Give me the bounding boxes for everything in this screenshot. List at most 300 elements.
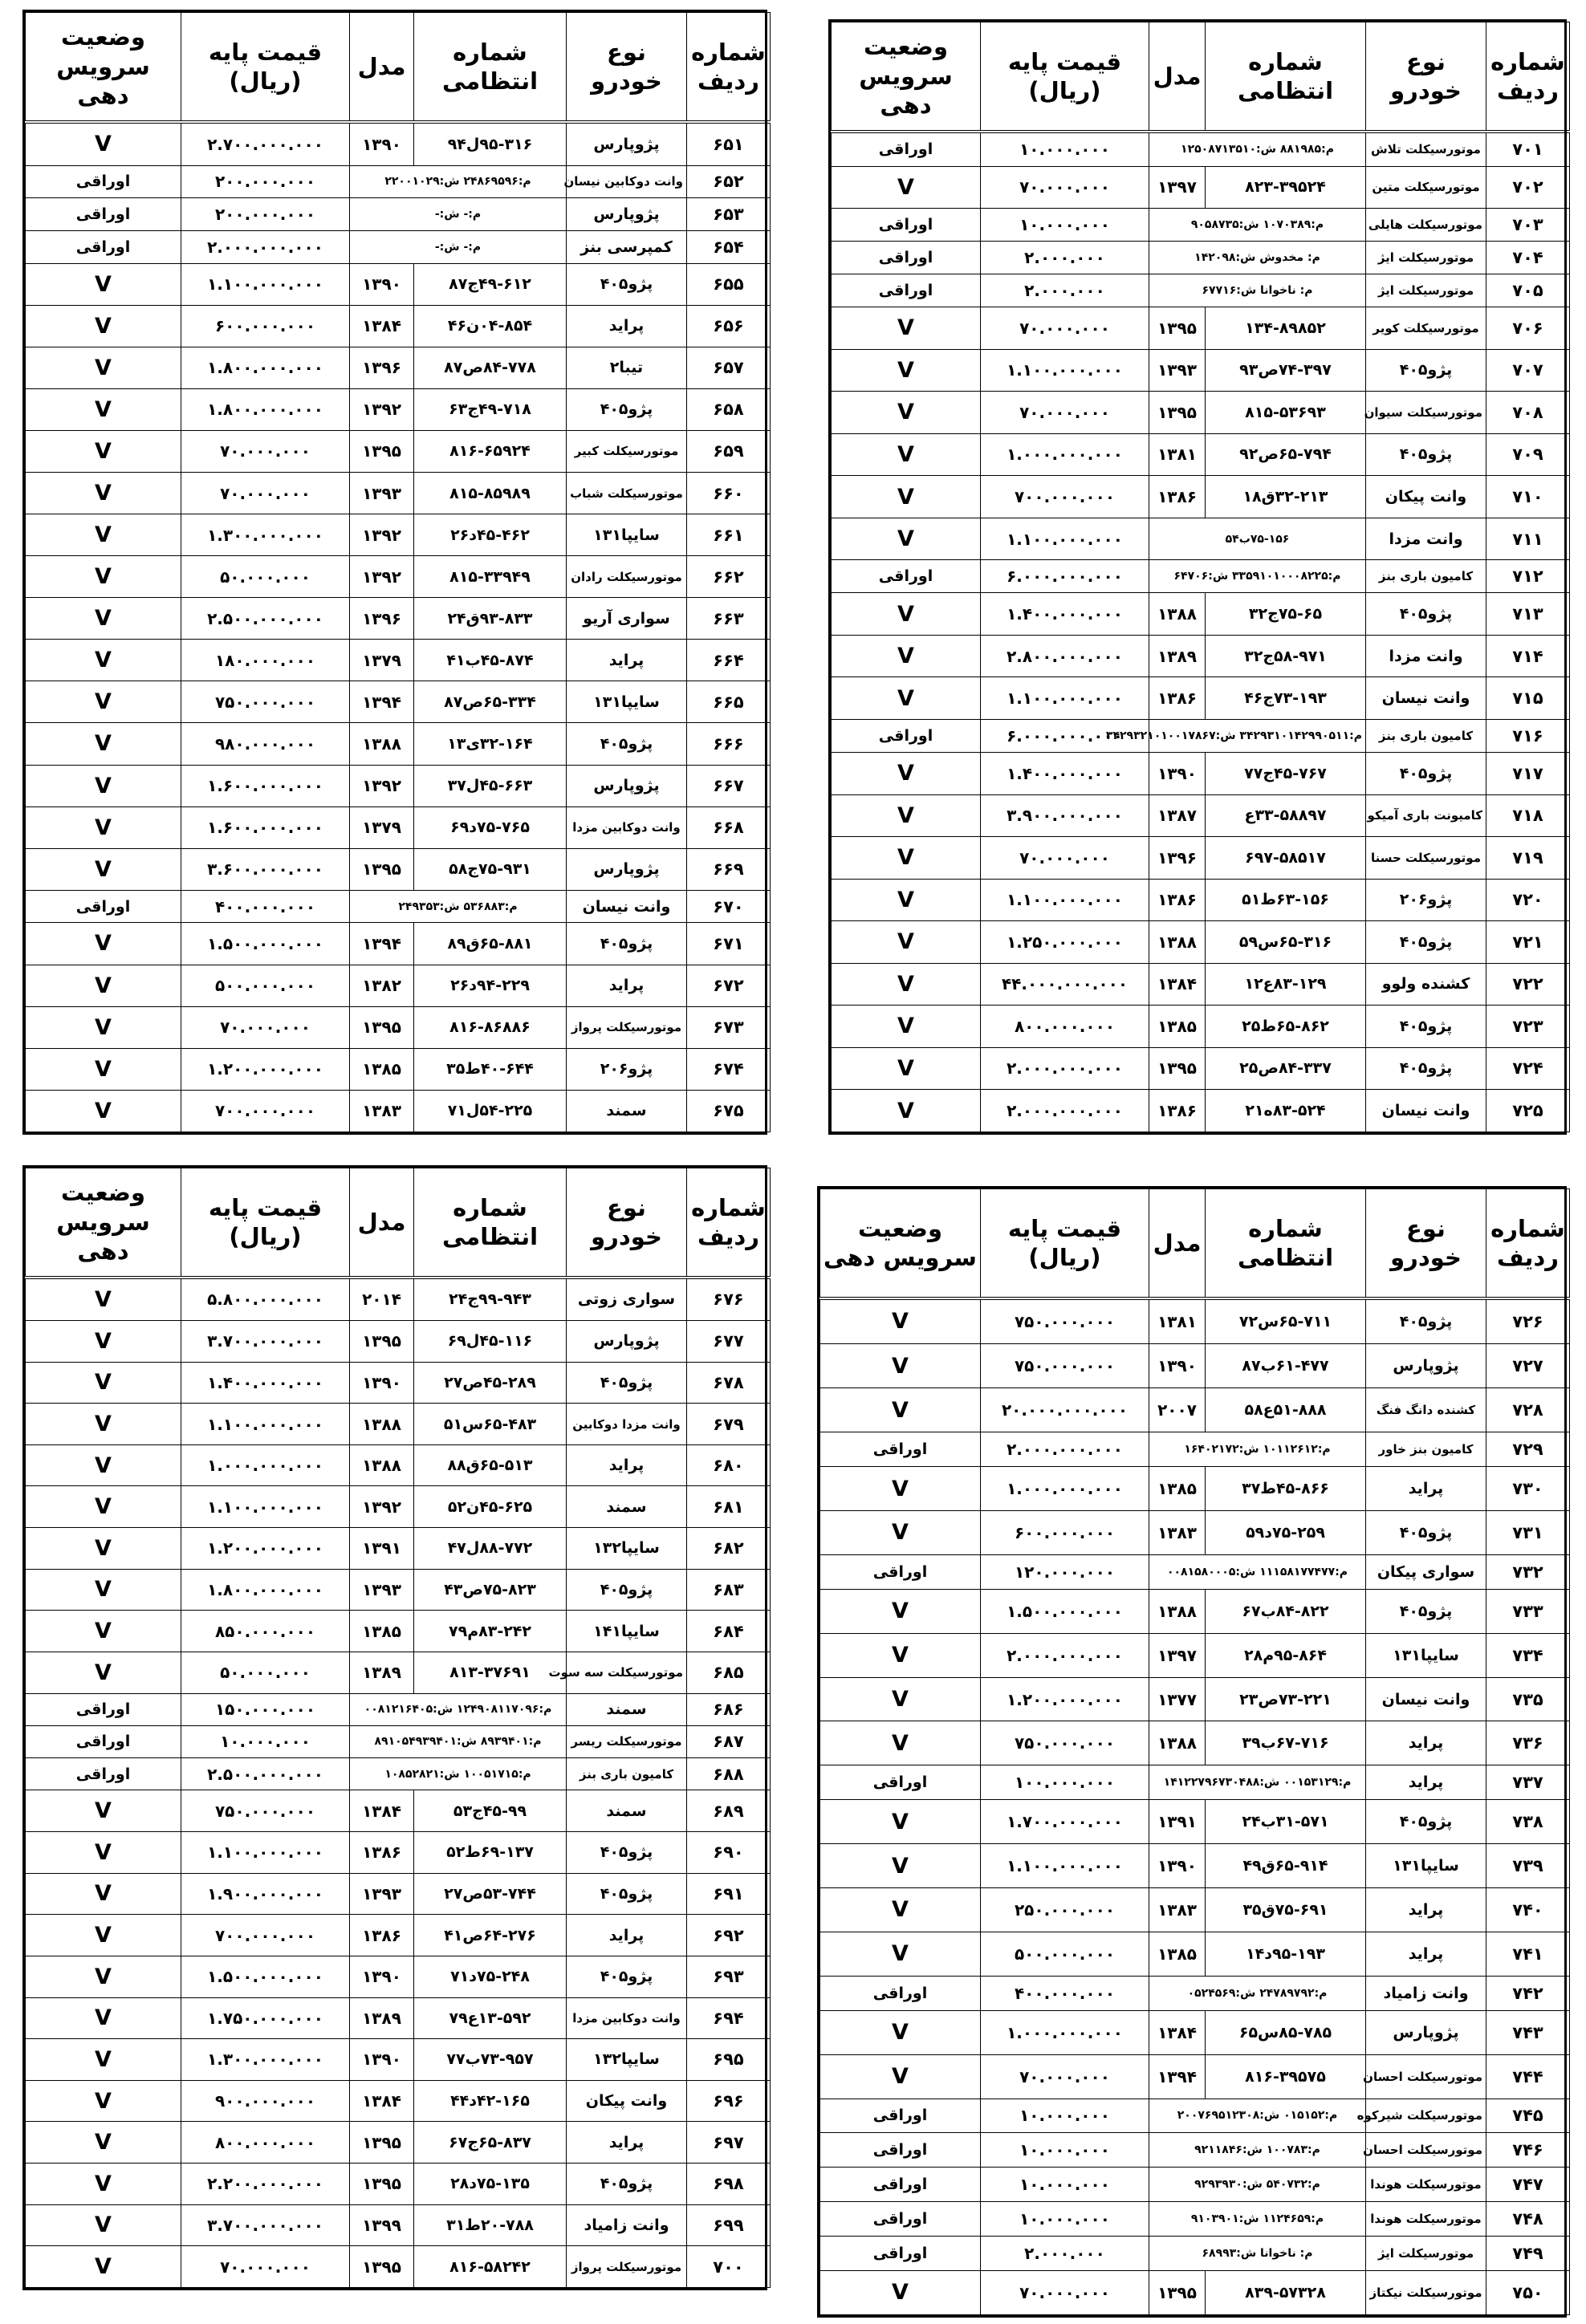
cell-model: ۱۳۹۵ xyxy=(350,430,414,472)
cell-serial: ۶۵-۳۱۶س۵۹ xyxy=(1206,921,1366,964)
cell-model: ۱۳۹۶ xyxy=(350,347,414,388)
cell-row: ۶۸۶ xyxy=(687,1693,771,1725)
cell-row: ۷۱۵ xyxy=(1486,677,1570,720)
cell-serial: ۸۴-۸۲۲ب۶۷ xyxy=(1206,1589,1366,1633)
cell-model: ۱۳۹۰ xyxy=(350,1362,414,1404)
cell-status: اوراقی xyxy=(26,165,181,198)
table-row xyxy=(820,2237,1570,2271)
table-row xyxy=(832,1006,1570,1048)
cell-status: V xyxy=(26,598,181,640)
cell-row: ۷۴۹ xyxy=(1486,2237,1570,2271)
cell-status: V xyxy=(26,472,181,514)
cell-serial: م: ناخوانا ش:۶۸۹۹۳ xyxy=(1149,2237,1366,2271)
cell-type: سایپا۱۳۱ xyxy=(567,681,687,723)
cell-type: پراید xyxy=(1366,1765,1486,1800)
cell-serial: ۸۱۳-۳۷۶۹۱ xyxy=(414,1652,567,1693)
cell-serial: م:۱۲۴۹۰۸۱۱۷۰۹۶ ش:۰۰۸۱۲۱۶۴۰۵ xyxy=(350,1693,567,1725)
cell-serial: م:- ش:- xyxy=(350,230,567,263)
cell-price: ۱.۶۰۰.۰۰۰.۰۰۰ xyxy=(181,806,350,848)
cell-row: ۷۱۱ xyxy=(1486,518,1570,560)
cell-serial: ۹۹-۹۴۳ج۲۴ xyxy=(414,1278,567,1321)
cell-status: V xyxy=(820,1388,981,1432)
cell-serial: ۷۵-۸۲۳ص۴۳ xyxy=(414,1569,567,1611)
cell-status: اوراقی xyxy=(832,242,981,274)
cell-type: پژو۴۰۵ xyxy=(1366,752,1486,794)
cell-type: پراید xyxy=(1366,1888,1486,1932)
cell-type: موتورسیکلت تلاش xyxy=(1366,132,1486,167)
table-row xyxy=(26,2246,771,2288)
cell-row: ۷۰۹ xyxy=(1486,433,1570,476)
cell-model: ۲۰۰۷ xyxy=(1149,1388,1206,1432)
header-model: مدل xyxy=(1149,1189,1206,1298)
cell-model: ۱۳۸۴ xyxy=(350,1790,414,1832)
cell-price: ۱۰.۰۰۰.۰۰۰ xyxy=(981,2168,1149,2202)
cell-type: کامیون بنز خاور xyxy=(1366,1432,1486,1467)
cell-type: پژو۴۰۵ xyxy=(1366,1047,1486,1090)
table-row xyxy=(820,1388,1570,1432)
cell-type: پژو۲۰۶ xyxy=(567,1048,687,1090)
cell-type: پژو۲۰۶ xyxy=(1366,879,1486,921)
cell-price: ۱.۲۰۰.۰۰۰.۰۰۰ xyxy=(981,1677,1149,1721)
cell-type: پژو۴۰۵ xyxy=(567,263,687,305)
header-type: نوع خودرو xyxy=(1366,1189,1486,1298)
cell-row: ۶۶۶ xyxy=(687,723,771,765)
header-model: مدل xyxy=(1149,22,1206,132)
cell-status: V xyxy=(832,879,981,921)
cell-type: موتورسیکلت ایژ xyxy=(1366,2237,1486,2271)
cell-model: ۱۳۹۶ xyxy=(1149,837,1206,880)
table-row xyxy=(26,806,771,848)
cell-status: V xyxy=(820,2054,981,2099)
cell-row: ۶۶۵ xyxy=(687,681,771,723)
cell-price: ۷۰.۰۰۰.۰۰۰ xyxy=(981,166,1149,209)
cell-type: سایپا۱۴۱ xyxy=(567,1611,687,1652)
cell-type: موتورسیکلت سه سوت xyxy=(567,1652,687,1693)
cell-row: ۷۲۵ xyxy=(1486,1090,1570,1132)
cell-price: ۷۰.۰۰۰.۰۰۰ xyxy=(981,2270,1149,2314)
cell-status: V xyxy=(26,1006,181,1048)
cell-status: اوراقی xyxy=(26,890,181,923)
cell-type: وانت زامیاد xyxy=(1366,1976,1486,2010)
cell-price: ۱.۱۰۰.۰۰۰.۰۰۰ xyxy=(981,518,1149,560)
table-row xyxy=(820,1298,1570,1344)
cell-price: ۱.۸۰۰.۰۰۰.۰۰۰ xyxy=(181,388,350,430)
table-row xyxy=(832,274,1570,307)
cell-row: ۶۷۹ xyxy=(687,1404,771,1445)
cell-row: ۶۹۹ xyxy=(687,2204,771,2246)
cell-serial: م:- ش:- xyxy=(350,198,567,231)
cell-status: V xyxy=(832,349,981,392)
cell-status: V xyxy=(26,1915,181,1956)
cell-status: V xyxy=(26,1048,181,1090)
cell-serial: ۳۳-۵۸۸۹۷ع xyxy=(1206,794,1366,837)
cell-row: ۶۷۸ xyxy=(687,1362,771,1404)
table-row xyxy=(26,1790,771,1832)
cell-status: V xyxy=(26,1832,181,1874)
cell-model: ۱۳۸۹ xyxy=(350,1997,414,2039)
cell-row: ۷۳۹ xyxy=(1486,1844,1570,1888)
cell-row: ۶۷۷ xyxy=(687,1321,771,1363)
cell-price: ۱.۵۰۰.۰۰۰.۰۰۰ xyxy=(181,1956,350,1997)
cell-serial: م:۲۴۷۸۹۷۹۲ ش:۰۵۲۴۵۶۹ xyxy=(1149,1976,1366,2010)
vehicle-table xyxy=(819,1188,1570,2315)
cell-serial: ۵۱-۸۸۸ع۵۸ xyxy=(1206,1388,1366,1432)
cell-status: اوراقی xyxy=(832,719,981,752)
cell-row: ۶۵۵ xyxy=(687,263,771,305)
cell-type: پژوپارس xyxy=(1366,2010,1486,2054)
cell-status: اوراقی xyxy=(820,1432,981,1467)
cell-price: ۱.۷۰۰.۰۰۰.۰۰۰ xyxy=(981,1800,1149,1844)
cell-price: ۱۰.۰۰۰.۰۰۰ xyxy=(981,2133,1149,2168)
cell-price: ۱.۱۰۰.۰۰۰.۰۰۰ xyxy=(981,677,1149,720)
cell-serial: ۴۵-۱۱۶ل۶۹ xyxy=(414,1321,567,1363)
table-row xyxy=(832,307,1570,350)
cell-type: موتورسیکلت ایژ xyxy=(1366,274,1486,307)
cell-price: ۷۰.۰۰۰.۰۰۰ xyxy=(181,430,350,472)
cell-serial: ۴۵-۴۶۲د۲۶ xyxy=(414,514,567,556)
cell-model: ۱۳۸۸ xyxy=(350,723,414,765)
cell-row: ۶۷۰ xyxy=(687,890,771,923)
cell-status: V xyxy=(26,765,181,806)
cell-type: موتورسیکلت احسان xyxy=(1366,2133,1486,2168)
header-row: شماره ردیف xyxy=(687,13,771,122)
cell-serial: م:۰۰۱۵۳۱۲۹ ش:۱۴۱۲۲۷۹۶۷۳۰۴۸۸ xyxy=(1149,1765,1366,1800)
cell-serial: ۶۵-۳۳۴ص۸۷ xyxy=(414,681,567,723)
cell-price: ۶.۰۰۰.۰۰۰.۰۰۰ xyxy=(981,719,1149,752)
cell-status: V xyxy=(26,1611,181,1652)
cell-model: ۱۳۹۲ xyxy=(350,556,414,598)
cell-row: ۷۰۴ xyxy=(1486,242,1570,274)
cell-row: ۷۰۶ xyxy=(1486,307,1570,350)
table-row xyxy=(832,837,1570,880)
table-row xyxy=(26,165,771,198)
cell-model: ۱۳۸۶ xyxy=(350,1915,414,1956)
cell-price: ۱.۱۰۰.۰۰۰.۰۰۰ xyxy=(981,349,1149,392)
cell-model: ۱۳۹۵ xyxy=(1149,392,1206,434)
header-row xyxy=(26,1168,771,1278)
cell-model: ۱۳۸۵ xyxy=(350,1048,414,1090)
cell-type: سایپا۱۳۱ xyxy=(567,514,687,556)
cell-model: ۱۳۹۷ xyxy=(1149,1633,1206,1677)
cell-price: ۱۲۰.۰۰۰.۰۰۰ xyxy=(981,1554,1149,1589)
cell-row: ۷۴۳ xyxy=(1486,2010,1570,2054)
cell-row: ۷۱۸ xyxy=(1486,794,1570,837)
cell-serial: ۸۳-۵۲۴ه۲۱ xyxy=(1206,1090,1366,1132)
cell-serial: ۱۳-۵۹۲ع۷۹ xyxy=(414,1997,567,2039)
table-row xyxy=(820,2099,1570,2133)
cell-status: V xyxy=(26,1404,181,1445)
cell-type: کامیون باری بنز xyxy=(567,1758,687,1790)
cell-price: ۲.۰۰۰.۰۰۰.۰۰۰ xyxy=(981,1047,1149,1090)
cell-type: سایپا۱۳۲ xyxy=(567,2039,687,2081)
cell-status: V xyxy=(26,723,181,765)
cell-type: وانت زامیاد xyxy=(567,2204,687,2246)
cell-model: ۱۳۹۰ xyxy=(1149,1844,1206,1888)
cell-model: ۱۳۹۰ xyxy=(350,263,414,305)
cell-price: ۲.۵۰۰.۰۰۰.۰۰۰ xyxy=(181,598,350,640)
cell-serial: ۸۱۵-۸۵۹۸۹ xyxy=(414,472,567,514)
table-row xyxy=(26,765,771,806)
cell-model: ۱۳۸۶ xyxy=(1149,677,1206,720)
table-row xyxy=(26,1832,771,1874)
cell-serial: ۸۱۶-۳۹۵۷۵ xyxy=(1206,2054,1366,2099)
cell-status: V xyxy=(26,2039,181,2081)
cell-price: ۱۸۰.۰۰۰.۰۰۰ xyxy=(181,640,350,681)
cell-serial: م:۱۱۱۵۸۱۷۷۴۷۷ ش:۰۰۸۱۵۸۰۰۰۵ xyxy=(1149,1554,1366,1589)
header-serial: شماره انتظامی xyxy=(414,13,567,122)
cell-status: اوراقی xyxy=(26,1693,181,1725)
cell-row: ۷۰۳ xyxy=(1486,209,1570,242)
cell-price: ۲.۲۰۰.۰۰۰.۰۰۰ xyxy=(181,2163,350,2204)
cell-serial: م:۸۸۱۹۸۵ ش:۱۲۵۰۸۷۱۳۵۱۰ xyxy=(1149,132,1366,167)
header-model: مدل xyxy=(350,13,414,122)
cell-price: ۳.۷۰۰.۰۰۰.۰۰۰ xyxy=(181,1321,350,1363)
cell-model: ۱۳۷۹ xyxy=(350,806,414,848)
cell-type: وانت نیسان xyxy=(1366,677,1486,720)
cell-serial: ۴۵-۶۲۵ن۵۲ xyxy=(414,1486,567,1528)
cell-type: پراید xyxy=(1366,1932,1486,1976)
cell-status: V xyxy=(26,1956,181,1997)
table-row xyxy=(26,1404,771,1445)
cell-model: ۱۳۸۳ xyxy=(1149,1511,1206,1555)
cell-price: ۱۰.۰۰۰.۰۰۰ xyxy=(981,132,1149,167)
cell-row: ۷۲۱ xyxy=(1486,921,1570,964)
vehicle-table-701-725 xyxy=(828,19,1567,1135)
cell-price: ۷۰۰.۰۰۰.۰۰۰ xyxy=(181,1915,350,1956)
cell-serial: ۷۵-۱۵۶ب۵۴ xyxy=(1149,518,1366,560)
cell-status: V xyxy=(26,2246,181,2288)
cell-model: ۱۳۹۰ xyxy=(350,1956,414,1997)
cell-row: ۶۷۳ xyxy=(687,1006,771,1048)
cell-type: تیبا۲ xyxy=(567,347,687,388)
cell-model: ۱۳۹۳ xyxy=(350,472,414,514)
cell-row: ۶۵۷ xyxy=(687,347,771,388)
table-row xyxy=(832,209,1570,242)
table-row xyxy=(26,230,771,263)
cell-row: ۶۸۷ xyxy=(687,1725,771,1757)
cell-serial: ۴۰-۶۴۴ط۳۵ xyxy=(414,1048,567,1090)
cell-model: ۱۳۸۸ xyxy=(1149,921,1206,964)
cell-model: ۱۳۸۵ xyxy=(1149,1932,1206,1976)
cell-status: اوراقی xyxy=(820,2133,981,2168)
cell-row: ۶۵۹ xyxy=(687,430,771,472)
cell-type: وانت دوکابین نیسان xyxy=(567,165,687,198)
cell-type: پژو۴۰۵ xyxy=(567,723,687,765)
cell-price: ۵۰.۰۰۰.۰۰۰ xyxy=(181,556,350,598)
header-serial: شماره انتظامی xyxy=(1206,1189,1366,1298)
cell-row: ۶۶۷ xyxy=(687,765,771,806)
cell-row: ۷۰۰ xyxy=(687,2246,771,2288)
cell-type: کامیون باری بنز xyxy=(1366,560,1486,593)
cell-status: V xyxy=(26,1321,181,1363)
cell-price: ۶۰۰.۰۰۰.۰۰۰ xyxy=(981,1511,1149,1555)
cell-row: ۷۴۸ xyxy=(1486,2202,1570,2237)
cell-row: ۷۳۰ xyxy=(1486,1467,1570,1511)
cell-type: موتورسیکلت رادان xyxy=(567,556,687,598)
cell-status: V xyxy=(26,1090,181,1132)
cell-type: وانت نیسان xyxy=(567,890,687,923)
cell-price: ۲.۵۰۰.۰۰۰.۰۰۰ xyxy=(181,1758,350,1790)
cell-type: موتورسیکلت شیرکوه xyxy=(1366,2099,1486,2133)
cell-type: وانت دوکابین مزدا xyxy=(567,806,687,848)
cell-status: V xyxy=(820,1344,981,1388)
cell-type: موتورسیکلت کویر xyxy=(1366,307,1486,350)
cell-row: ۷۲۰ xyxy=(1486,879,1570,921)
cell-status: V xyxy=(832,921,981,964)
cell-status: V xyxy=(26,1790,181,1832)
cell-serial: ۵۳-۷۴۴ص۲۷ xyxy=(414,1873,567,1915)
cell-price: ۱.۱۰۰.۰۰۰.۰۰۰ xyxy=(181,1486,350,1528)
cell-price: ۱.۴۰۰.۰۰۰.۰۰۰ xyxy=(181,1362,350,1404)
cell-status: اوراقی xyxy=(26,230,181,263)
cell-serial: ۳۱-۵۷۱ب۲۴ xyxy=(1206,1800,1366,1844)
cell-price: ۱.۶۰۰.۰۰۰.۰۰۰ xyxy=(181,765,350,806)
cell-price: ۱.۴۰۰.۰۰۰.۰۰۰ xyxy=(981,593,1149,636)
cell-price: ۲.۰۰۰.۰۰۰.۰۰۰ xyxy=(981,1090,1149,1132)
cell-type: کشنده دانگ فنگ xyxy=(1366,1388,1486,1432)
cell-serial: ۴۵-۲۸۹ص۲۷ xyxy=(414,1362,567,1404)
header-row xyxy=(820,1189,1570,1298)
cell-row: ۶۸۴ xyxy=(687,1611,771,1652)
cell-type: وانت نیسان xyxy=(1366,1090,1486,1132)
table-row xyxy=(26,1758,771,1790)
cell-status: V xyxy=(832,837,981,880)
cell-type: پژوپارس xyxy=(567,1321,687,1363)
cell-serial: ۷۵-۲۴۸د۷۱ xyxy=(414,1956,567,1997)
cell-row: ۷۴۱ xyxy=(1486,1932,1570,1976)
cell-type: پراید xyxy=(567,2122,687,2164)
cell-serial: م:۱۱۲۴۶۵۹ ش:۹۱۰۳۹۰۱ xyxy=(1149,2202,1366,2237)
cell-status: V xyxy=(820,1633,981,1677)
cell-price: ۴۰۰.۰۰۰.۰۰۰ xyxy=(981,1976,1149,2010)
cell-price: ۸۰۰.۰۰۰.۰۰۰ xyxy=(181,2122,350,2164)
cell-model: ۱۳۸۳ xyxy=(350,1090,414,1132)
cell-type: پراید xyxy=(567,640,687,681)
cell-serial: ۴۵-۹۹ج۵۳ xyxy=(414,1790,567,1832)
cell-price: ۷۵۰.۰۰۰.۰۰۰ xyxy=(181,1790,350,1832)
cell-status: V xyxy=(26,681,181,723)
cell-serial: ۶۳-۱۵۶ط۵۱ xyxy=(1206,879,1366,921)
table-row xyxy=(26,965,771,1006)
cell-model: ۱۳۹۴ xyxy=(350,923,414,965)
cell-row: ۷۳۲ xyxy=(1486,1554,1570,1589)
cell-status: V xyxy=(26,848,181,890)
table-row xyxy=(26,1997,771,2039)
cell-status: V xyxy=(26,1444,181,1486)
table-row xyxy=(26,430,771,472)
cell-price: ۲.۰۰۰.۰۰۰ xyxy=(981,242,1149,274)
header-status: وضعیت سرویس دهی xyxy=(820,1189,981,1298)
cell-price: ۷۰.۰۰۰.۰۰۰ xyxy=(181,1006,350,1048)
cell-price: ۱.۱۰۰.۰۰۰.۰۰۰ xyxy=(181,1832,350,1874)
cell-row: ۷۱۲ xyxy=(1486,560,1570,593)
cell-status: V xyxy=(26,305,181,347)
header-serial: شماره انتظامی xyxy=(1206,22,1366,132)
table-row xyxy=(26,1915,771,1956)
cell-row: ۷۲۹ xyxy=(1486,1432,1570,1467)
cell-serial: ۳۲-۲۱۳ق۱۸ xyxy=(1206,476,1366,518)
table-row xyxy=(832,166,1570,209)
table-row xyxy=(26,1278,771,1321)
cell-status: V xyxy=(26,1997,181,2039)
cell-row: ۷۳۵ xyxy=(1486,1677,1570,1721)
cell-status: V xyxy=(26,122,181,166)
cell-row: ۶۹۲ xyxy=(687,1915,771,1956)
cell-status: اوراقی xyxy=(820,2202,981,2237)
vehicle-table xyxy=(25,12,771,1132)
cell-type: پژو۴۰۵ xyxy=(567,923,687,965)
table-row xyxy=(26,1725,771,1757)
header-row xyxy=(832,22,1570,132)
table-row xyxy=(820,2054,1570,2099)
cell-row: ۶۶۸ xyxy=(687,806,771,848)
cell-row: ۶۸۳ xyxy=(687,1569,771,1611)
header-row: شماره ردیف xyxy=(1486,22,1570,132)
cell-type: سمند xyxy=(567,1090,687,1132)
header-type: نوع خودرو xyxy=(567,13,687,122)
cell-status: اوراقی xyxy=(832,274,981,307)
table-row xyxy=(26,2163,771,2204)
cell-price: ۲.۰۰۰.۰۰۰.۰۰۰ xyxy=(981,1432,1149,1467)
vehicle-table-676-700 xyxy=(22,1165,767,2290)
cell-status: V xyxy=(26,2163,181,2204)
cell-type: وانت دوکابین مزدا xyxy=(567,1997,687,2039)
cell-type: پراید xyxy=(1366,1467,1486,1511)
table-row xyxy=(820,1844,1570,1888)
cell-row: ۶۵۶ xyxy=(687,305,771,347)
cell-serial: ۸۴-۷۷۸ص۸۷ xyxy=(414,347,567,388)
cell-serial: ۶۵-۸۶۲ط۲۵ xyxy=(1206,1006,1366,1048)
table-row xyxy=(820,1633,1570,1677)
cell-type: پژوپارس xyxy=(567,765,687,806)
cell-status: V xyxy=(26,806,181,848)
cell-serial: ۷۵-۷۶۵د۶۹ xyxy=(414,806,567,848)
cell-serial: م:۳۳۵۹۱۰۱۰۰۰۸۲۲۵ ش:۶۴۷۰۶ xyxy=(1149,560,1366,593)
cell-type: پژو۴۰۵ xyxy=(1366,349,1486,392)
cell-type: سواری آریو xyxy=(567,598,687,640)
cell-serial: ۶۹-۱۳۷ط۵۲ xyxy=(414,1832,567,1874)
cell-type: پژو۴۰۵ xyxy=(1366,593,1486,636)
table-row xyxy=(26,1652,771,1693)
cell-type: سایپا۱۳۱ xyxy=(1366,1844,1486,1888)
cell-status: V xyxy=(832,1090,981,1132)
cell-model: ۱۳۸۹ xyxy=(350,1652,414,1693)
cell-row: ۶۹۷ xyxy=(687,2122,771,2164)
cell-status: V xyxy=(820,1589,981,1633)
cell-row: ۶۸۰ xyxy=(687,1444,771,1486)
table-row xyxy=(26,2039,771,2081)
cell-price: ۱۰.۰۰۰.۰۰۰ xyxy=(181,1725,350,1757)
cell-serial: م:۱۰۰۵۱۷۱۵ ش:۱۰۸۵۲۸۲۱ xyxy=(350,1758,567,1790)
cell-serial: ۸۱۶-۸۶۸۸۶ xyxy=(414,1006,567,1048)
cell-row: ۶۹۳ xyxy=(687,1956,771,1997)
cell-row: ۷۴۵ xyxy=(1486,2099,1570,2133)
cell-serial: ۸۳-۲۴۲م۷۹ xyxy=(414,1611,567,1652)
cell-model: ۱۳۸۶ xyxy=(1149,476,1206,518)
cell-status: اوراقی xyxy=(26,1758,181,1790)
table-row xyxy=(832,879,1570,921)
cell-serial: ۴۲-۱۶۵د۴۴ xyxy=(414,2080,567,2122)
cell-model: ۱۳۸۴ xyxy=(350,305,414,347)
cell-price: ۵۰.۰۰۰.۰۰۰ xyxy=(181,1652,350,1693)
cell-price: ۵۰۰.۰۰۰.۰۰۰ xyxy=(981,1932,1149,1976)
table-row xyxy=(26,122,771,166)
cell-serial: ۶۹۷-۵۸۵۱۷ xyxy=(1206,837,1366,880)
table-row xyxy=(832,752,1570,794)
cell-status: V xyxy=(26,2204,181,2246)
cell-model: ۱۳۹۳ xyxy=(350,1569,414,1611)
cell-status: V xyxy=(832,963,981,1006)
